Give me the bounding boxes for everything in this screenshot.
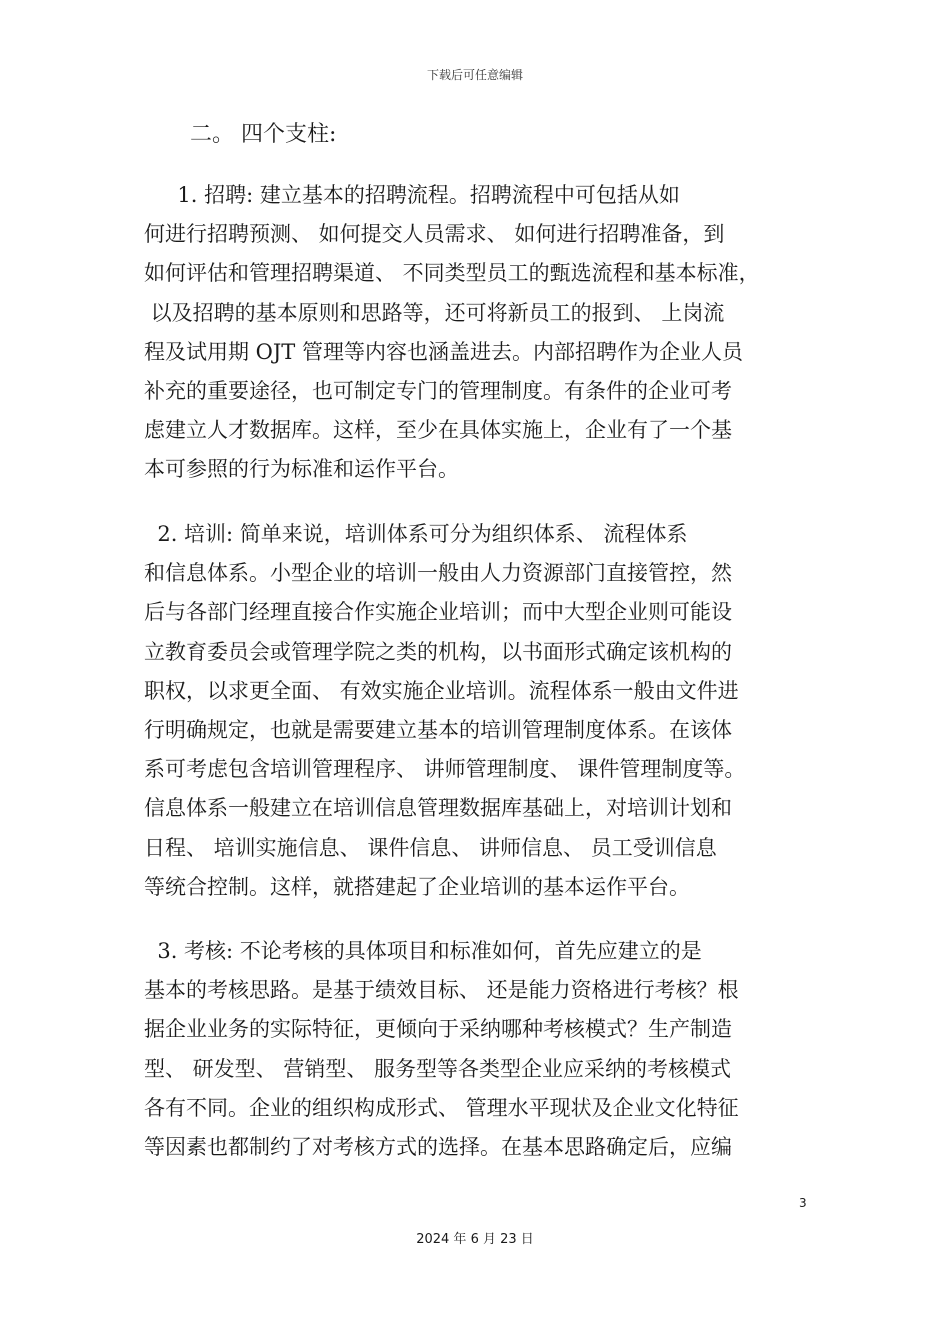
page-number: 3	[799, 1196, 807, 1210]
paragraph-line: 2. 培训: 简单来说，培训体系可分为组织体系、 流程体系	[144, 522, 688, 546]
paragraph-line: 型、 研发型、 营销型、 服务型等各类型企业应采纳的考核模式	[144, 1056, 732, 1081]
paragraph-line: 等统合控制。这样，就搭建起了企业培训的基本运作平台。	[144, 874, 690, 899]
footer-date: 2024 年 6 月 23 日	[416, 1232, 534, 1247]
paragraph-line: 据企业业务的实际特征，更倾向于采纳哪种考核模式？生产制造	[144, 1017, 732, 1042]
paragraph-line: 等因素也都制约了对考核方式的选择。在基本思路确定后，应编	[144, 1134, 732, 1159]
paragraph-line: 基本的考核思路。是基于绩效目标、 还是能力资格进行考核？根	[144, 978, 739, 1003]
paragraph-line: 3. 考核: 不论考核的具体项目和标准如何，首先应建立的是	[144, 939, 702, 963]
paragraph-recruitment	[144, 176, 814, 490]
paragraph-line: 何进行招聘预测、 如何提交人员需求、 如何进行招聘准备，到	[144, 222, 725, 247]
header-note: 下载后可任意编辑	[426, 68, 523, 82]
paragraph-line: 信息体系一般建立在培训信息管理数据库基础上，对培训计划和	[144, 796, 732, 821]
paragraph-line: 行明确规定，也就是需要建立基本的培训管理制度体系。在该体	[144, 717, 732, 742]
paragraph-assessment	[144, 932, 814, 1167]
paragraph-line: 各有不同。企业的组织构成形式、 管理水平现状及企业文化特征	[144, 1095, 739, 1120]
paragraph-line: 如何评估和管理招聘渠道、 不同类型员工的甄选流程和基本标准，	[144, 261, 760, 286]
paragraph-line: 本可参照的行为标准和运作平台。	[144, 457, 459, 482]
paragraph-line: 系可考虑包含培训管理程序、 讲师管理制度、 课件管理制度等。	[144, 757, 746, 782]
paragraph-training	[144, 515, 814, 907]
paragraph-line: 职权，以求更全面、 有效实施企业培训。流程体系一般由文件进	[144, 678, 739, 703]
paragraph-line: 立教育委员会或管理学院之类的机构，以书面形式确定该机构的	[144, 639, 732, 664]
section-title: 二。 四个支柱:	[190, 122, 337, 147]
paragraph-line: 和信息体系。小型企业的培训一般由人力资源部门直接管控，然	[144, 561, 732, 586]
paragraph-line: 日程、 培训实施信息、 课件信息、 讲师信息、 员工受训信息	[144, 835, 717, 860]
paragraph-line: 1. 招聘: 建立基本的招聘流程。招聘流程中可包括从如	[144, 183, 680, 207]
paragraph-line: 虑建立人才数据库。这样，至少在具体实施上，企业有了一个基	[144, 418, 732, 443]
paragraph-line: 补充的重要途径，也可制定专门的管理制度。有条件的企业可考	[144, 378, 732, 403]
paragraph-line: 以及招聘的基本原则和思路等，还可将新员工的报到、 上岗流	[144, 300, 725, 325]
paragraph-line: 程及试用期 OJT 管理等内容也涵盖进去。内部招聘作为企业人员	[144, 339, 743, 364]
paragraph-line: 后与各部门经理直接合作实施企业培训；而中大型企业则可能设	[144, 600, 732, 625]
